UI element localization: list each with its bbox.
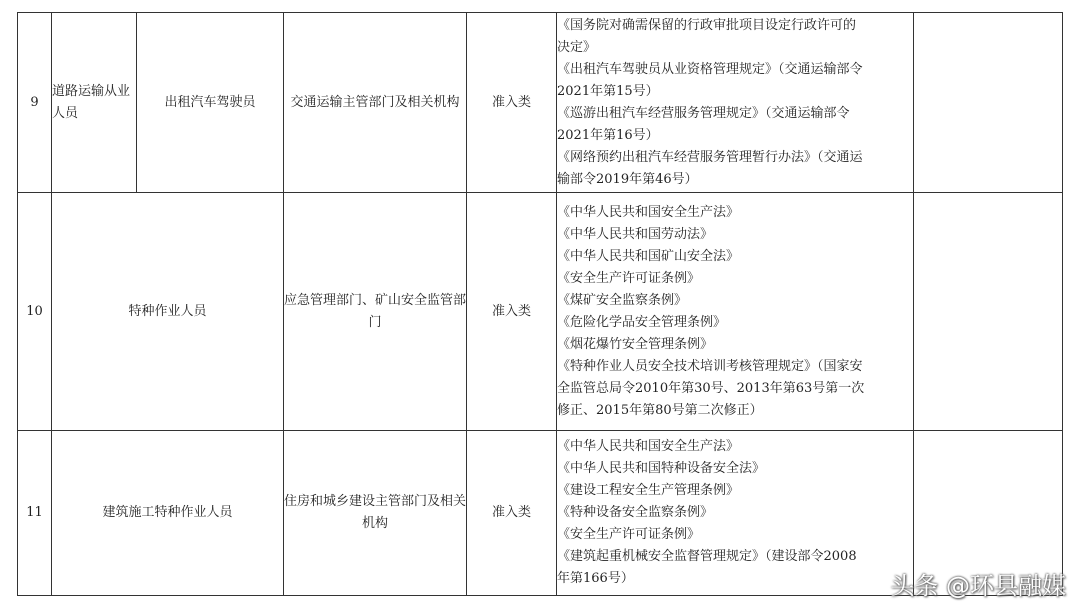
category-cell: 道路运输从业人员 [52, 13, 137, 193]
basis-line: 年第166号） [557, 571, 634, 586]
basis-line: 全监管总局令2010年第30号、2013年第63号第一次 [557, 380, 865, 396]
type-cell: 准入类 [467, 431, 557, 596]
basis-line: 《特种作业人员安全技术培训考核管理规定》（国家安 [557, 358, 863, 374]
watermark-label: 头条 @环县融媒 [890, 572, 1066, 600]
row-number: 11 [18, 431, 52, 596]
type-cell: 准入类 [467, 193, 557, 431]
authority-cell: 住房和城乡建设主管部门及相关机构 [284, 431, 467, 596]
basis-line: 《中华人民共和国劳动法》 [557, 226, 714, 242]
basis-cell [557, 431, 914, 596]
basis-line: 《中华人民共和国特种设备安全法》 [557, 461, 766, 476]
authority-cell: 应急管理部门、矿山安全监管部门 [284, 193, 467, 431]
qualification-table [17, 12, 1063, 596]
basis-line: 修正、2015年第80号第二次修正） [557, 402, 763, 418]
remarks-cell [914, 193, 1063, 431]
remarks-cell [914, 13, 1063, 193]
basis-line: 《烟花爆竹安全管理条例》 [557, 336, 714, 352]
basis-line: 《出租汽车驾驶员从业资格管理规定》（交通运输部令 [557, 61, 863, 77]
basis-line: 《建设工程安全生产管理条例》 [557, 483, 740, 498]
basis-line: 《中华人民共和国安全生产法》 [557, 204, 740, 220]
profession-name: 特种作业人员 [52, 193, 284, 431]
row-number: 10 [18, 193, 52, 431]
type-cell: 准入类 [467, 13, 557, 193]
profession-name: 建筑施工特种作业人员 [52, 431, 284, 596]
basis-line: 决定》 [557, 39, 597, 55]
basis-line: 《危险化学品安全管理条例》 [557, 314, 727, 330]
row-number: 9 [18, 13, 52, 193]
basis-line: 《特种设备安全监察条例》 [557, 505, 714, 520]
basis-line: 《安全生产许可证条例》 [557, 527, 701, 542]
basis-line: 《国务院对确需保留的行政审批项目设定行政许可的 [557, 17, 857, 33]
basis-line: 《煤矿安全监察条例》 [557, 292, 688, 308]
basis-cell [557, 193, 914, 431]
authority-cell: 交通运输主管部门及相关机构 [284, 13, 467, 193]
basis-line: 《巡游出租汽车经营服务管理规定》（交通运输部令 [557, 105, 850, 121]
profession-name: 出租汽车驾驶员 [137, 13, 284, 193]
basis-line: 输部令2019年第46号） [557, 171, 698, 187]
table-row [18, 13, 1063, 193]
basis-line: 《中华人民共和国安全生产法》 [557, 439, 740, 454]
basis-line: 《建筑起重机械安全监督管理规定》（建设部令2008 [557, 549, 857, 564]
basis-line: 《中华人民共和国矿山安全法》 [557, 248, 740, 264]
table-row [18, 193, 1063, 431]
basis-line: 《安全生产许可证条例》 [557, 270, 701, 286]
basis-line: 2021年第16号） [557, 127, 659, 143]
basis-cell [557, 13, 914, 193]
basis-line: 2021年第15号） [557, 83, 659, 99]
basis-line: 《网络预约出租汽车经营服务管理暂行办法》（交通运 [557, 149, 863, 165]
